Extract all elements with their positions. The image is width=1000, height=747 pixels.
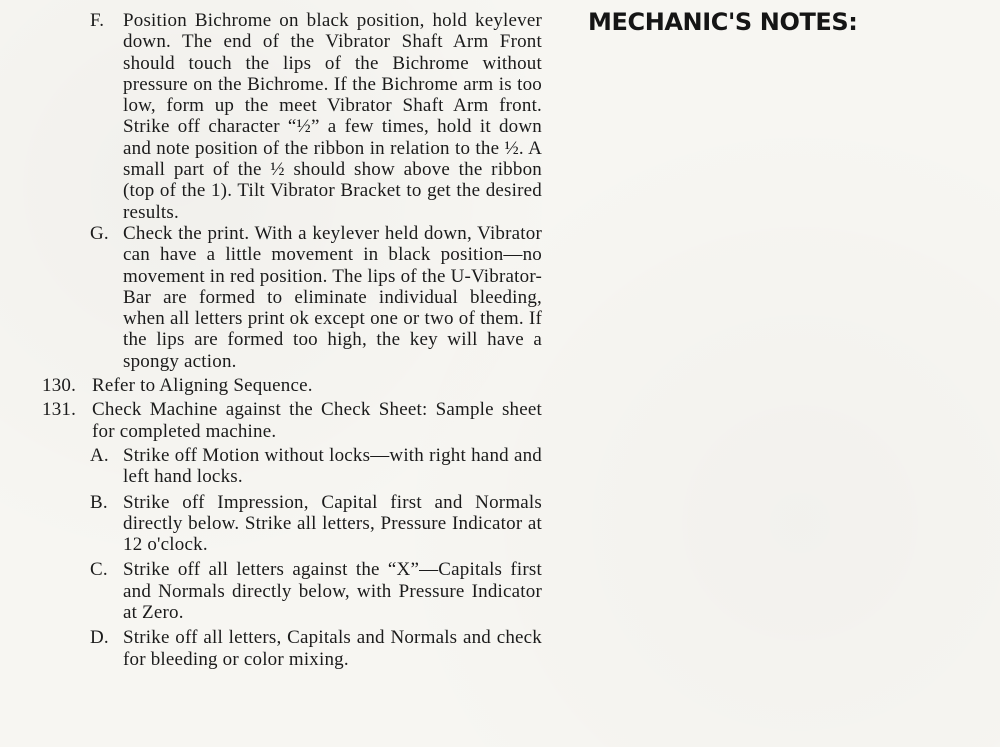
- step-131-marker: 131.: [42, 399, 77, 421]
- step-130-text: Refer to Aligning Sequence.: [92, 375, 313, 397]
- step-f: [90, 10, 542, 223]
- mechanics-notes-heading: MECHANIC'S NOTES:: [588, 8, 858, 36]
- notes-column: [588, 8, 858, 36]
- step-131: [42, 399, 542, 442]
- step-130-marker: 130.: [42, 375, 77, 397]
- step-131-text: Check Machine against the Check Sheet: Sample sheet for completed machine.: [92, 399, 542, 442]
- step-g: [90, 223, 542, 372]
- step-d-text: Strike off all letters, Capitals and Normals and check for bleeding or color mixing.: [123, 627, 542, 670]
- step-b-text: Strike off Impression, Capital first and Normals directly below. Strike all letters, Pressure Indicator at 12 o'clock.: [123, 491, 542, 556]
- step-130: [42, 375, 542, 396]
- step-b-marker: B.: [90, 491, 108, 513]
- step-g-marker: G.: [90, 222, 109, 244]
- step-f-text: Position Bichrome on black position, hold keylever down. The end of the Vibrator Shaft Arm Front should touch the lips of the Bichrome without pressure on the Bichrome. If the Bichrome arm is too low, form up the meet Vibrator Shaft Arm front. Strike off character “½” a few times, hold it down and note position of the ribbon in relation to the ½. A small part of the ½ should show above the ribbon (top of the 1). Tilt Vibrator Bracket to get the desired results.: [123, 10, 542, 223]
- instructions-column: [42, 10, 542, 670]
- step-d-marker: D.: [90, 627, 109, 649]
- step-c-text: Strike off all letters against the “X”—Capitals first and Normals directly below, with Pressure Indicator at Zero.: [123, 559, 542, 624]
- step-a-text: Strike off Motion without locks—with right hand and left hand locks.: [123, 444, 542, 488]
- step-g-text: Check the print. With a keylever held down, Vibrator can have a little movement in black position—no movement in red position. The lips of the U-Vibrator-Bar are formed to eliminate individual bleeding, when all letters print ok except one or two of them. If the lips are formed too high, the key will have a spongy action.: [123, 222, 542, 372]
- step-c-marker: C.: [90, 559, 108, 581]
- step-c: [90, 559, 542, 623]
- step-d: [90, 627, 542, 670]
- step-a: [90, 445, 542, 488]
- step-a-marker: A.: [90, 444, 109, 466]
- step-b: [90, 492, 542, 556]
- step-f-marker: F.: [90, 10, 105, 31]
